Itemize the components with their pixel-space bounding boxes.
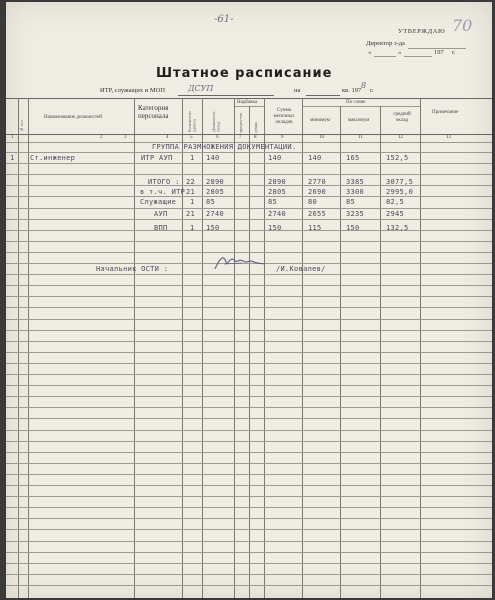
ruled-line	[6, 196, 492, 197]
row-category: АУП	[154, 210, 168, 218]
ruled-line	[6, 385, 492, 386]
ruled-line	[6, 518, 492, 519]
row-avg: 82,5	[386, 198, 405, 206]
colnum-8: 8	[254, 135, 257, 140]
header-salary: Должностн. оклад	[211, 110, 221, 132]
ruled-line	[6, 274, 492, 275]
ruled-line	[6, 496, 492, 497]
row-count: 21	[186, 188, 196, 196]
row-salary: 85	[206, 198, 216, 206]
row-category: в т.ч. ИТР	[140, 188, 186, 196]
handwritten-signature	[212, 252, 268, 274]
row-min: 80	[308, 198, 318, 206]
row-count: 1	[190, 198, 195, 206]
ruled-line	[6, 585, 492, 586]
header-max: максимум	[348, 118, 370, 123]
colnum-13: 13	[446, 135, 451, 140]
ruled-line	[6, 374, 492, 375]
ruled-line	[6, 407, 492, 408]
header-allowance-sum: сумма	[253, 122, 258, 133]
row-salary: 2890	[206, 178, 225, 186]
row-min: 2770	[308, 178, 327, 186]
row-min: 140	[308, 154, 322, 162]
row-salary: 2805	[206, 188, 225, 196]
ruled-line	[6, 541, 492, 542]
approval-year-suffix: г.	[452, 49, 456, 56]
row-total: 150	[268, 224, 282, 232]
approval-date-close: »	[398, 49, 402, 56]
row-max: 165	[346, 154, 360, 162]
header-name: Наименование должностей	[44, 115, 102, 120]
ruled-line	[6, 430, 492, 431]
subtitle-on: на	[294, 87, 301, 94]
row-avg: 2945	[386, 210, 405, 218]
colnum-1: 1	[11, 135, 14, 140]
page-number: -61-	[214, 14, 234, 25]
row-avg: 2995,0	[386, 188, 414, 196]
header-num: № п/п	[19, 120, 24, 132]
ruled-line	[6, 529, 492, 530]
colnum-5: 5	[190, 135, 193, 140]
row-total: 85	[268, 198, 278, 206]
colnum-10: 10	[319, 135, 324, 140]
approval-date-open: «	[368, 49, 372, 56]
ruled-line	[6, 230, 492, 231]
colnum-3: 3	[124, 135, 127, 140]
row-max: 85	[346, 198, 356, 206]
row-max: 150	[346, 224, 360, 232]
ruled-line	[6, 341, 492, 342]
ruled-line	[6, 396, 492, 397]
subtitle-suffix: г.	[370, 87, 374, 94]
row-category: Служащие	[140, 198, 177, 206]
approval-year: 197	[434, 49, 444, 56]
signature-name: /И.Ковалев/	[276, 265, 326, 273]
row-num: 1	[10, 154, 15, 162]
ruled-line	[6, 219, 492, 220]
header-min: минимум	[310, 118, 330, 123]
subtitle-unit: ДСУП	[188, 84, 214, 93]
corner-archive-mark: 70	[452, 16, 473, 35]
approval-director: Директор з-да	[366, 40, 405, 47]
row-category: ИТР АУП	[141, 154, 173, 162]
row-count: 22	[186, 178, 196, 186]
ruled-line	[6, 552, 492, 553]
ruled-line	[6, 474, 492, 475]
ruled-line	[6, 152, 492, 153]
ruled-line	[6, 319, 492, 320]
ruled-line	[6, 463, 492, 464]
row-max: 3235	[346, 210, 365, 218]
colnum-7: 7	[239, 135, 242, 140]
ruled-line	[6, 174, 492, 175]
row-max: 3300	[346, 188, 365, 196]
header-allowance-pct: процен-тов	[238, 112, 243, 133]
colnum-4: 4	[166, 135, 169, 140]
header-allowance-group: Надбавка	[237, 100, 258, 105]
row-category: ИТОГО :	[148, 178, 180, 186]
document-page	[6, 2, 492, 598]
row-salary: 150	[206, 224, 220, 232]
ruled-line	[6, 163, 492, 164]
header-scheme-group: По схеме	[346, 100, 366, 105]
header-total: Сумма месячных окладов	[273, 108, 295, 125]
row-avg: 3077,5	[386, 178, 414, 186]
ruled-line	[6, 208, 492, 209]
signature-label: Начальник ОСТИ :	[96, 265, 169, 273]
row-count: 1	[190, 154, 195, 162]
ruled-line	[6, 241, 492, 242]
colnum-11: 11	[358, 135, 363, 140]
row-min: 115	[308, 224, 322, 232]
row-min: 2690	[308, 188, 327, 196]
row-max: 3385	[346, 178, 365, 186]
ruled-line	[6, 352, 492, 353]
ruled-line	[6, 296, 492, 297]
row-salary: 140	[206, 154, 220, 162]
colnum-6: 6	[216, 135, 219, 140]
row-total: 2805	[268, 188, 287, 196]
row-avg: 152,5	[386, 154, 409, 162]
row-category: ВПП	[154, 224, 168, 232]
ruled-line	[6, 485, 492, 486]
ruled-line	[6, 507, 492, 508]
row-total: 2890	[268, 178, 287, 186]
header-avg: средний оклад	[393, 112, 411, 123]
document-title: Штатное расписание	[156, 66, 333, 81]
row-name: Ст.инженер	[30, 154, 76, 162]
ruled-line	[6, 441, 492, 442]
colnum-2: 2	[100, 135, 103, 140]
ruled-line	[6, 185, 492, 186]
row-avg: 132,5	[386, 224, 409, 232]
row-total: 2740	[268, 210, 287, 218]
subtitle-prefix: ИТР, служащих и МОП	[100, 87, 166, 94]
header-category: Категория персонала	[138, 104, 169, 120]
ruled-line	[6, 452, 492, 453]
row-count: 21	[186, 210, 196, 218]
row-min: 2655	[308, 210, 327, 218]
ruled-line	[6, 330, 492, 331]
ruled-line	[6, 363, 492, 364]
header-count: Количество единиц	[187, 111, 197, 132]
subtitle-quarter: кв. 197	[342, 87, 362, 94]
ruled-line	[6, 563, 492, 564]
colnum-9: 9	[281, 135, 284, 140]
header-note: Примечание	[432, 110, 459, 115]
ruled-line	[6, 285, 492, 286]
approval-label: УТВЕРЖДАЮ	[398, 28, 446, 35]
group-title: ГРУППА РАЗМНОЖЕНИЯ ДОКУМЕНТАЦИИ.	[152, 143, 297, 151]
colnum-12: 12	[398, 135, 403, 140]
subtitle-quarter-handwritten: 8	[361, 81, 367, 90]
row-total: 140	[268, 154, 282, 162]
ruled-line	[6, 574, 492, 575]
ruled-line	[6, 418, 492, 419]
row-count: 1	[190, 224, 195, 232]
ruled-line	[6, 307, 492, 308]
row-salary: 2740	[206, 210, 225, 218]
